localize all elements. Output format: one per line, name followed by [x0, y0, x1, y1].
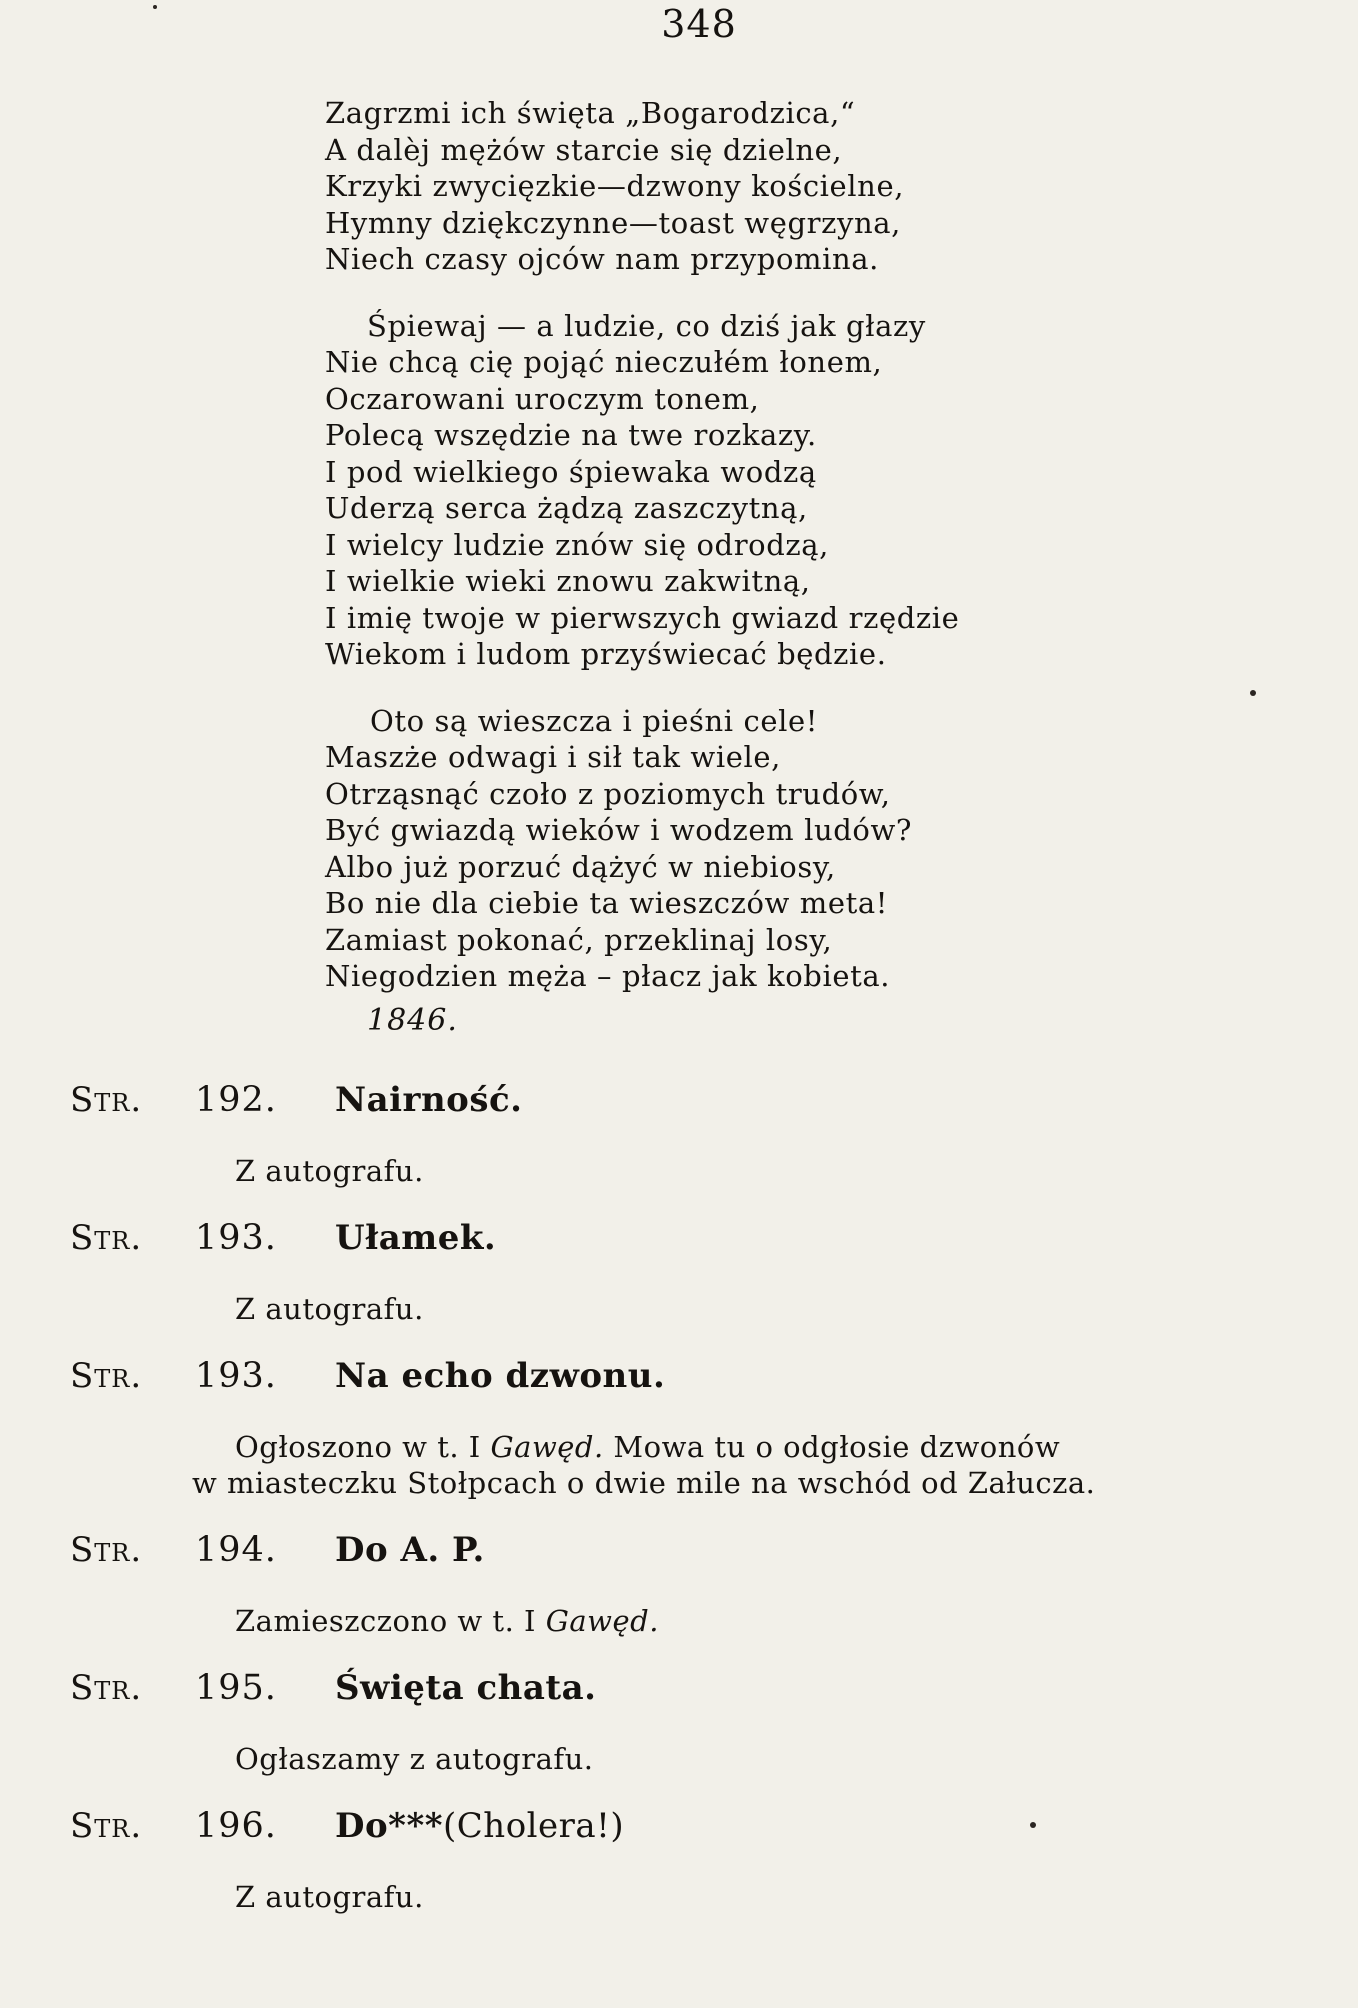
- note-body: [70, 1429, 1340, 1501]
- poem-line: Śpiewaj — a ludzie, co dziś jak głazy: [367, 308, 926, 343]
- stanza-2: [325, 308, 1325, 673]
- note-body: Z autografu.: [235, 1880, 424, 1914]
- note-body: Ogłaszamy z autografu.: [235, 1742, 594, 1776]
- poem-line: Albo już porzuć dążyć w niebiosy,: [325, 849, 836, 884]
- note-title: Nairność.: [335, 1080, 523, 1120]
- poem-line: Otrząsnąć czoło z poziomych trudów,: [325, 776, 891, 811]
- note-heading: [70, 1213, 1340, 1273]
- stanza-1: [325, 95, 1325, 278]
- page-number: 348: [661, 2, 737, 46]
- note-body-text: Ogłoszono w t. I: [235, 1430, 491, 1464]
- page-ref-label: Str.: [70, 1806, 143, 1846]
- poem-year: 1846.: [367, 1002, 458, 1038]
- note-title: Święta chata.: [335, 1668, 597, 1708]
- note-body-continuation: w miasteczku Stołpcach o dwie mile na wschód od Załucza.: [192, 1466, 1096, 1500]
- poem-line: I pod wielkiego śpiewaka wodzą: [325, 454, 817, 489]
- page-ref-number: 192.: [195, 1080, 277, 1120]
- note-entry: [70, 1801, 1340, 1915]
- note-body-text: Mowa tu o odgłosie dzwonów: [603, 1430, 1061, 1464]
- page-ref-number: 193.: [195, 1356, 277, 1396]
- note-entry: [70, 1213, 1340, 1327]
- note-title: Do A. P.: [335, 1530, 485, 1570]
- note-body-italic: Gawęd.: [490, 1430, 604, 1464]
- poem-line: Nie chcą cię pojąć nieczułém łonem,: [325, 345, 883, 379]
- note-heading: [70, 1351, 1340, 1411]
- note-body: [70, 1603, 1340, 1639]
- paper-speck: [1250, 690, 1256, 696]
- note-title: Na echo dzwonu.: [335, 1356, 666, 1396]
- poem-line: Niegodzien męża – płacz jak kobieta.: [325, 959, 891, 993]
- note-title: Ułamek.: [335, 1218, 497, 1258]
- note-body: Z autografu.: [235, 1154, 424, 1188]
- page-ref-label: Str.: [70, 1356, 143, 1396]
- page-ref-label: Str.: [70, 1080, 143, 1120]
- poem-line: I wielkie wieki znowu zakwitną,: [325, 564, 811, 598]
- poem-line: Polecą wszędzie na twe rozkazy.: [325, 418, 817, 452]
- poem-line: I wielcy ludzie znów się odrodzą,: [325, 527, 829, 562]
- poem-line: Bo nie dla ciebie ta wieszczów meta!: [325, 886, 889, 920]
- poem-line: Zagrzmi ich święta „Bogarodzica,“: [325, 96, 856, 130]
- note-heading: [70, 1663, 1340, 1723]
- poem: [325, 95, 1325, 1041]
- note-title-parenthetical: (Cholera!): [443, 1806, 625, 1846]
- poem-line: Oto są wieszcza i pieśni cele!: [370, 703, 818, 738]
- poem-line: Uderzą serca żądzą zaszczytną,: [325, 491, 808, 525]
- poem-line: Oczarowani uroczym tonem,: [325, 381, 760, 416]
- note-body-italic: Gawęd.: [545, 1604, 659, 1638]
- page-ref-number: 195.: [195, 1668, 277, 1708]
- poem-line: Maszże odwagi i sił tak wiele,: [325, 740, 781, 774]
- page-ref-number: 194.: [195, 1530, 277, 1570]
- note-heading: [70, 1525, 1340, 1585]
- poem-line: Hymny dziękczynne—toast węgrzyna,: [325, 205, 901, 240]
- note-title: Do***: [335, 1806, 444, 1846]
- page-ref-number: 193.: [195, 1218, 277, 1258]
- note-entry: [70, 1351, 1340, 1501]
- poem-line: Wiekom i ludom przyświecać będzie.: [325, 637, 887, 671]
- page-ref-label: Str.: [70, 1218, 143, 1258]
- note-entry: [70, 1663, 1340, 1777]
- note-heading: [70, 1075, 1340, 1135]
- poem-line: I imię twoje w pierwszych gwiazd rzędzie: [325, 600, 960, 635]
- editorial-notes: [70, 1075, 1340, 1939]
- poem-line: Być gwiazdą wieków i wodzem ludów?: [325, 813, 913, 847]
- poem-line: Zamiast pokonać, przeklinaj losy,: [325, 922, 833, 957]
- page-ref-label: Str.: [70, 1530, 143, 1570]
- stanza-3: [325, 703, 1325, 995]
- page-ref-label: Str.: [70, 1668, 143, 1708]
- poem-line: A dalèj mężów starcie się dzielne,: [325, 132, 843, 167]
- note-body-text: Zamieszczono w t. I: [235, 1604, 546, 1638]
- note-entry: [70, 1525, 1340, 1639]
- poem-line: Krzyki zwycięzkie—dzwony kościelne,: [325, 169, 905, 203]
- page-ref-number: 196.: [195, 1806, 277, 1846]
- paper-speck: [1030, 1822, 1036, 1828]
- note-body: Z autografu.: [235, 1292, 424, 1326]
- note-heading: [70, 1801, 1340, 1861]
- paper-speck: [153, 5, 157, 9]
- poem-line: Niech czasy ojców nam przypomina.: [325, 242, 879, 276]
- note-entry: [70, 1075, 1340, 1189]
